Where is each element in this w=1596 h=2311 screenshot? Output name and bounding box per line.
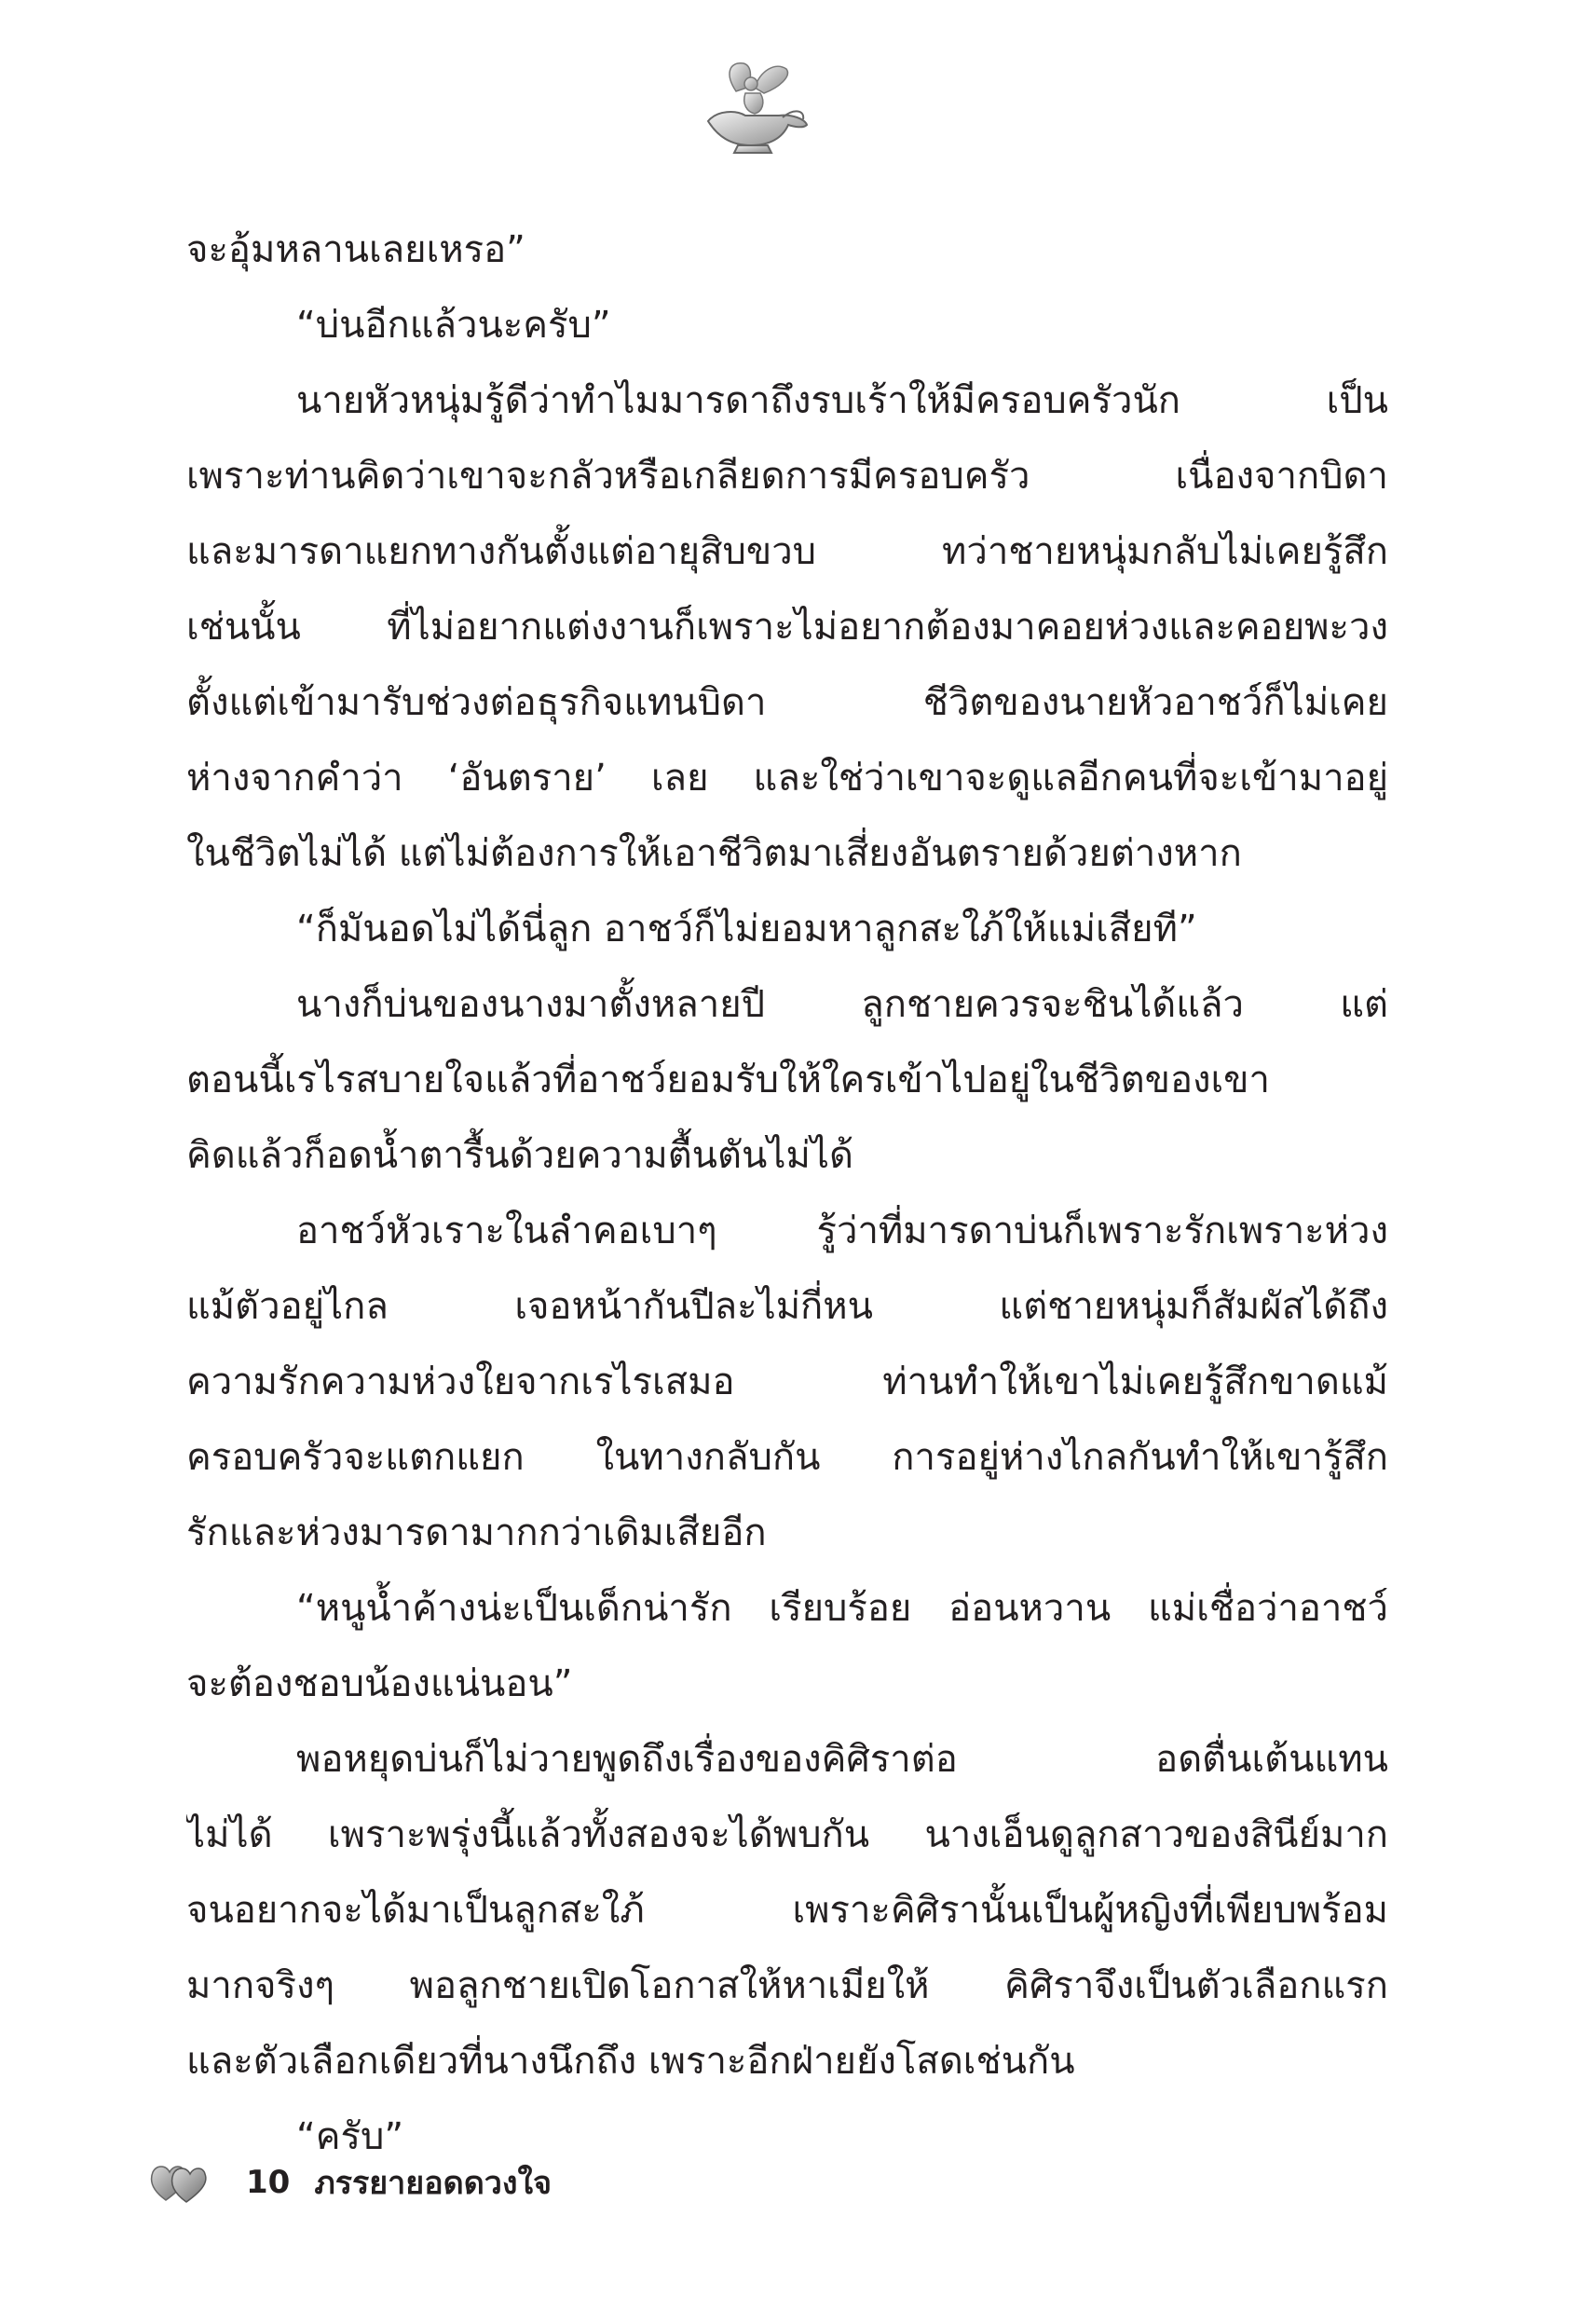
text-line: รักและห่วงมารดามากกว่าเดิมเสียอีก [186, 1511, 767, 1554]
book-title: ภรรยายอดดวงใจ [314, 2165, 552, 2202]
text-line: ครอบครัวจะแตกแยก ในทางกลับกัน การอยู่ห่างไกลกันทำให้เขารู้สึก [186, 1436, 1388, 1479]
text-line: ในชีวิตไม่ได้ แต่ไม่ต้องการให้เอาชีวิตมาเสี่ยงอันตรายด้วยต่างหาก [186, 832, 1242, 875]
page-footer [149, 2154, 552, 2210]
text-line: ไม่ได้ เพราะพรุ่งนี้แล้วทั้งสองจะได้พบกัน นางเอ็นดูลูกสาวของสินีย์มาก [186, 1813, 1388, 1856]
text-line: นายหัวหนุ่มรู้ดีว่าทำไมมารดาถึงรบเร้าให้มีครอบครัวนัก เป็น [296, 379, 1388, 422]
text-line: “บ่นอีกแล้วนะครับ” [296, 304, 611, 347]
text-line: และมารดาแยกทางกันตั้งแต่อายุสิบขวบ ทว่าชายหนุ่มกลับไม่เคยรู้สึก [186, 530, 1388, 573]
text-line: นางก็บ่นของนางมาตั้งหลายปี ลูกชายควรจะชินได้แล้ว แต่ [296, 983, 1388, 1026]
text-line: จะต้องชอบน้องแน่นอน” [186, 1662, 573, 1705]
hearts-icon [149, 2159, 209, 2206]
text-line: พอหยุดบ่นก็ไม่วายพูดถึงเรื่องของคิศิราต่อ อดตื่นเต้นแทน [296, 1738, 1388, 1781]
text-line: อาชว์หัวเราะในลำคอเบาๆ รู้ว่าที่มารดาบ่นก็เพราะรักเพราะห่วง [296, 1210, 1388, 1252]
text-line: และตัวเลือกเดียวที่นางนึกถึง เพราะอีกฝ่ายยังโสดเช่นกัน [186, 2040, 1075, 2083]
text-line: ตั้งแต่เข้ามารับช่วงต่อธุรกิจแทนบิดา ชีวิตของนายหัวอาชว์ก็ไม่เคย [186, 681, 1388, 724]
text-line: เพราะท่านคิดว่าเขาจะกลัวหรือเกลียดการมีครอบครัว เนื่องจากบิดา [186, 455, 1388, 498]
text-line: มากจริงๆ พอลูกชายเปิดโอกาสให้หาเมียให้ คิศิราจึงเป็นตัวเลือกแรก [186, 1964, 1388, 2007]
text-line: แม้ตัวอยู่ไกล เจอหน้ากันปีละไม่กี่หน แต่ชายหนุ่มก็สัมผัสได้ถึง [186, 1285, 1388, 1328]
text-line: “ครับ” [296, 2115, 404, 2158]
body-text [186, 212, 1388, 2175]
text-line: คิดแล้วก็อดน้ำตารื้นด้วยความตื้นตันไม่ได้ [186, 1134, 853, 1177]
text-line: จะอุ้มหลานเลยเหรอ” [186, 228, 525, 271]
text-line: ตอนนี้เรไรสบายใจแล้วที่อาชว์ยอมรับให้ใครเข้าไปอยู่ในชีวิตของเขา [186, 1059, 1270, 1101]
text-line: เช่นนั้น ที่ไม่อยากแต่งงานก็เพราะไม่อยากต้องมาคอยห่วงและคอยพะวง [186, 606, 1388, 649]
page-number: 10 [246, 2164, 291, 2201]
text-line: “ก็มันอดไม่ได้นี่ลูก อาชว์ก็ไม่ยอมหาลูกสะใภ้ให้แม่เสียที” [296, 908, 1197, 950]
text-line: “หนูน้ำค้างน่ะเป็นเด็กน่ารัก เรียบร้อย อ่อนหวาน แม่เชื่อว่าอาชว์ [296, 1587, 1388, 1630]
text-line: ห่างจากคำว่า ‘อันตราย’ เลย และใช่ว่าเขาจะดูแลอีกคนที่จะเข้ามาอยู่ [186, 757, 1388, 800]
text-line: จนอยากจะได้มาเป็นลูกสะใภ้ เพราะคิศิรานั้นเป็นผู้หญิงที่เพียบพร้อม [186, 1889, 1388, 1932]
text-line: ความรักความห่วงใยจากเรไรเสมอ ท่านทำให้เขาไม่เคยรู้สึกขาดแม้ [186, 1361, 1388, 1403]
cupid-lamp-icon [689, 56, 820, 158]
